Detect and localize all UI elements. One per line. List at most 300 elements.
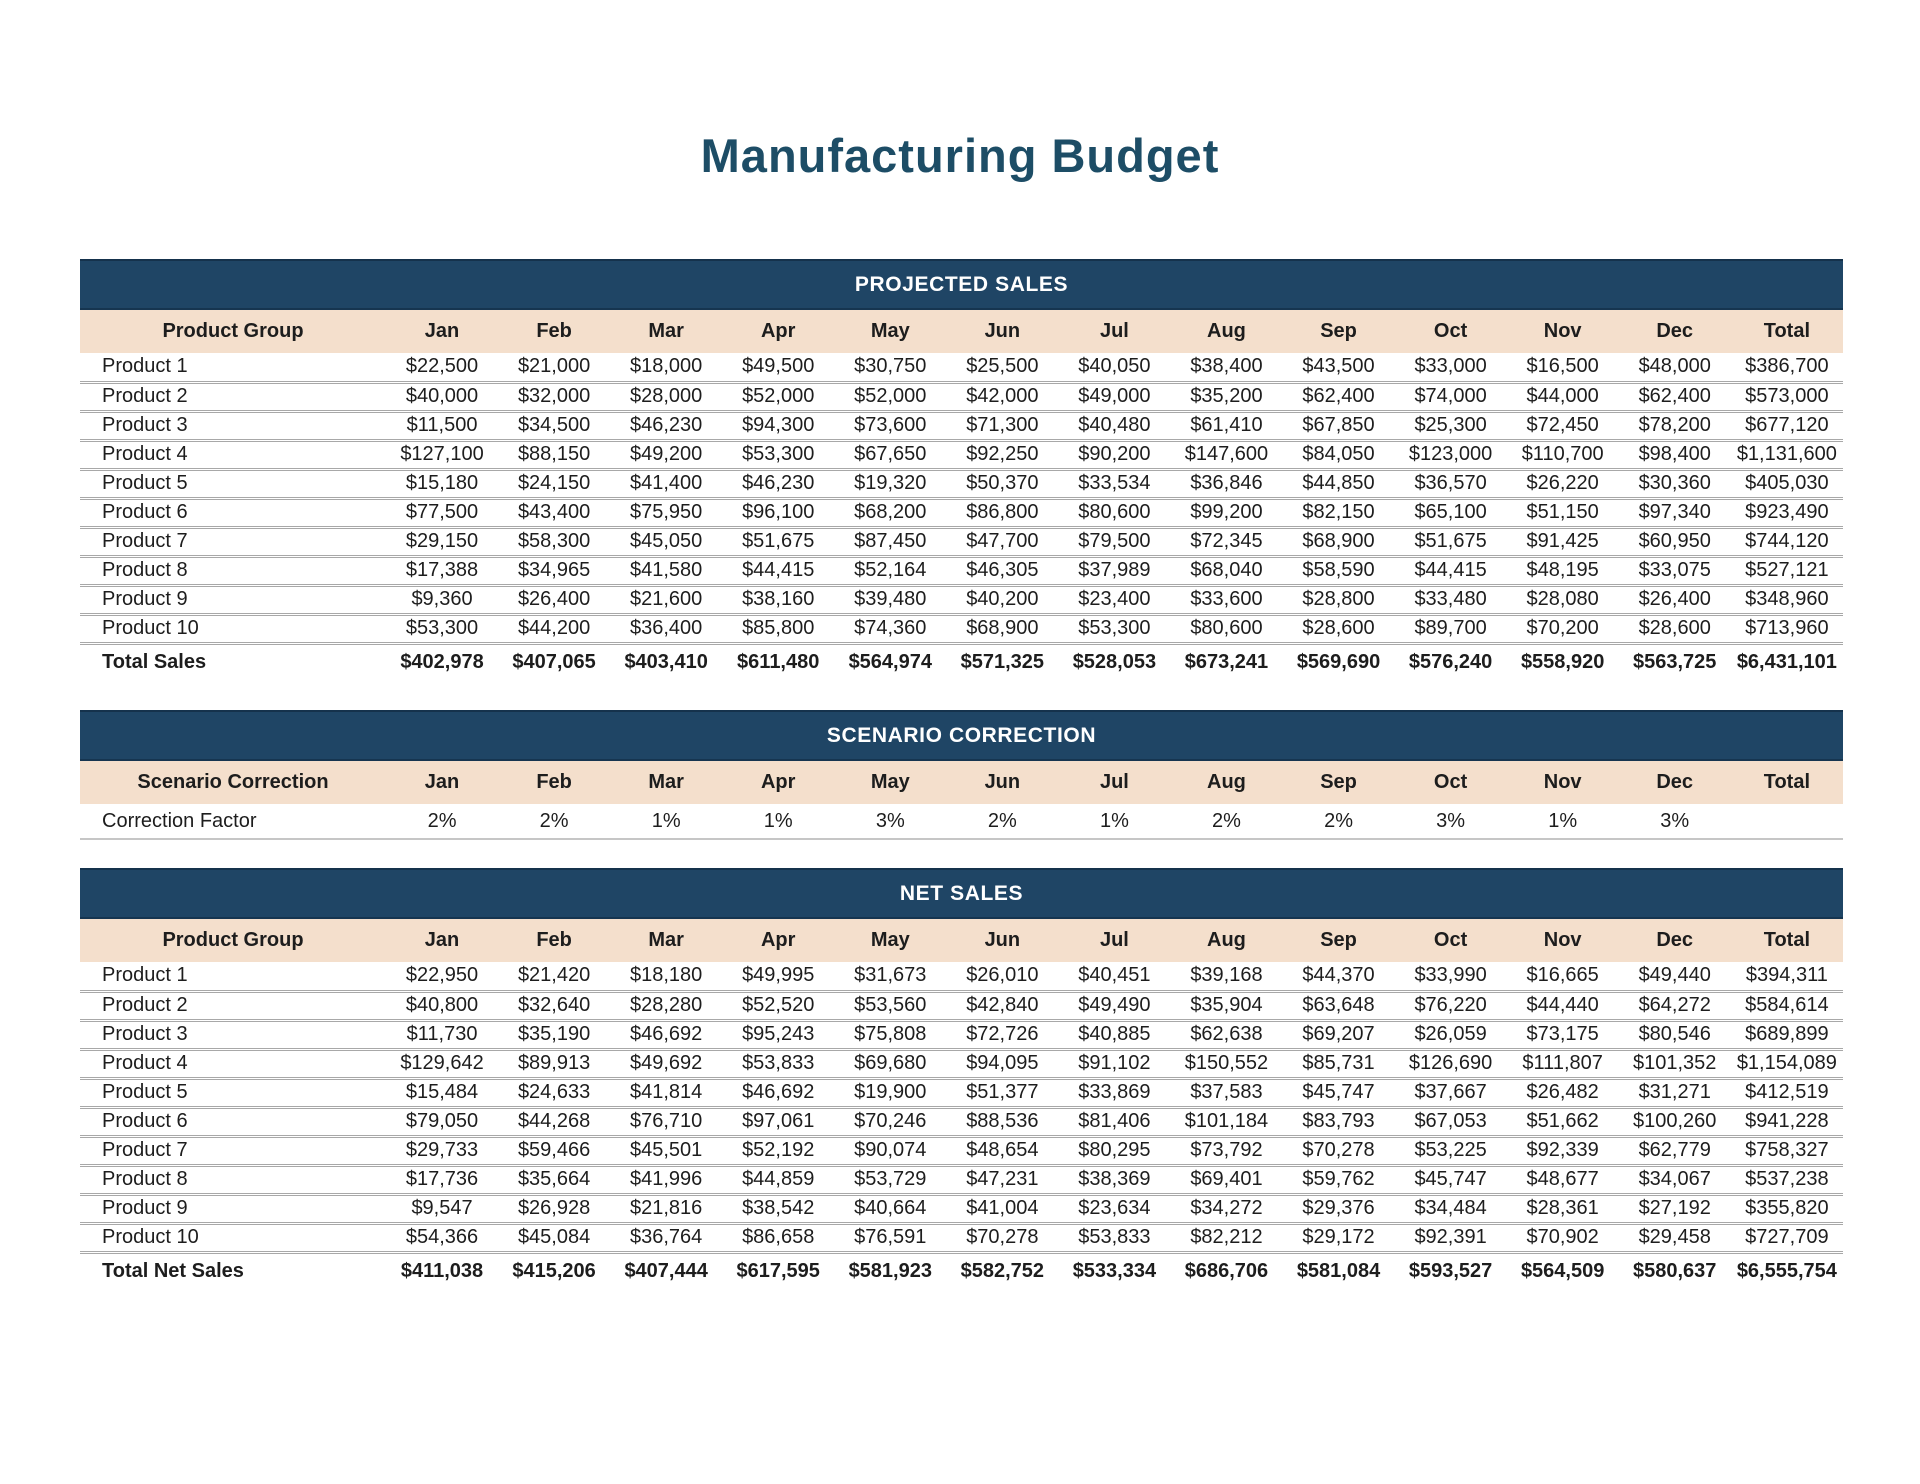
cell-may: $69,680 bbox=[834, 1049, 946, 1078]
cell-nov: $564,509 bbox=[1520, 1259, 1605, 1282]
column-header-total: Total bbox=[1731, 310, 1843, 353]
cell-feb: $21,000 bbox=[498, 353, 610, 382]
cell-jan: $15,484 bbox=[386, 1078, 498, 1107]
cell-jan: $29,733 bbox=[386, 1136, 498, 1165]
cell-feb: $24,633 bbox=[498, 1078, 610, 1107]
cell-mar: $49,200 bbox=[610, 440, 722, 469]
cell-nov: $44,000 bbox=[1507, 382, 1619, 411]
cell-jul: $80,295 bbox=[1058, 1136, 1170, 1165]
column-header-jul: Jul bbox=[1058, 761, 1170, 804]
cell-oct: $126,690 bbox=[1395, 1049, 1507, 1078]
row-label-product-4: Product 4 bbox=[80, 1049, 386, 1078]
cell-apr: $94,300 bbox=[722, 411, 834, 440]
cell-sep: $83,793 bbox=[1283, 1107, 1395, 1136]
cell-aug: $35,200 bbox=[1170, 382, 1282, 411]
cell-aug: $38,400 bbox=[1170, 353, 1282, 382]
cell-total: $923,490 bbox=[1731, 498, 1843, 527]
cell-total: $537,238 bbox=[1731, 1165, 1843, 1194]
cell-total: $412,519 bbox=[1731, 1078, 1843, 1107]
column-header-mar: Mar bbox=[610, 761, 722, 804]
cell-total: $1,131,600 bbox=[1731, 440, 1843, 469]
cell-apr: $95,243 bbox=[722, 1020, 834, 1049]
cell-total: $573,000 bbox=[1731, 382, 1843, 411]
cell-aug: 2% bbox=[1170, 804, 1282, 839]
column-header-row bbox=[80, 919, 1843, 962]
cell-sep: $45,747 bbox=[1283, 1078, 1395, 1107]
cell-mar: $41,996 bbox=[610, 1165, 722, 1194]
cell-oct: $44,415 bbox=[1395, 556, 1507, 585]
cell-nov: 1% bbox=[1507, 804, 1619, 839]
cell-apr: $52,192 bbox=[722, 1136, 834, 1165]
cell-apr: $53,300 bbox=[722, 440, 834, 469]
row-label-product-10: Product 10 bbox=[80, 1223, 386, 1252]
column-header-oct: Oct bbox=[1395, 761, 1507, 804]
cell-dec: $100,260 bbox=[1619, 1107, 1731, 1136]
cell-dec: $563,725 bbox=[1633, 650, 1717, 673]
cell-oct: $37,667 bbox=[1395, 1078, 1507, 1107]
row-label-product-5: Product 5 bbox=[80, 469, 386, 498]
column-header-aug: Aug bbox=[1170, 310, 1282, 353]
row-label-product-2: Product 2 bbox=[80, 382, 386, 411]
cell-feb: $407,065 bbox=[512, 650, 596, 673]
cell-sep: $63,648 bbox=[1283, 991, 1395, 1020]
cell-mar: $49,692 bbox=[610, 1049, 722, 1078]
net-sales-section bbox=[80, 868, 1843, 1289]
cell-jul: $40,885 bbox=[1058, 1020, 1170, 1049]
cell-may: $90,074 bbox=[834, 1136, 946, 1165]
cell-sep: $68,900 bbox=[1283, 527, 1395, 556]
cell-jul: $528,053 bbox=[1072, 650, 1157, 673]
cell-mar: $21,600 bbox=[610, 585, 722, 614]
row-label-product-8: Product 8 bbox=[80, 556, 386, 585]
row-label-total-net-sales: Total Net Sales bbox=[102, 1259, 244, 1282]
cell-jan: $15,180 bbox=[386, 469, 498, 498]
cell-total: $527,121 bbox=[1731, 556, 1843, 585]
cell-nov: $91,425 bbox=[1507, 527, 1619, 556]
cell-jun: $47,700 bbox=[946, 527, 1058, 556]
cell-aug: $33,600 bbox=[1170, 585, 1282, 614]
cell-jan: $29,150 bbox=[386, 527, 498, 556]
cell-nov: $26,482 bbox=[1507, 1078, 1619, 1107]
page-title: Manufacturing Budget bbox=[700, 129, 1220, 182]
cell-aug: $35,904 bbox=[1170, 991, 1282, 1020]
cell-jul: $53,300 bbox=[1058, 614, 1170, 643]
cell-sep: $84,050 bbox=[1283, 440, 1395, 469]
cell-may: $76,591 bbox=[834, 1223, 946, 1252]
column-header-may: May bbox=[834, 761, 946, 804]
cell-dec: $97,340 bbox=[1619, 498, 1731, 527]
cell-mar: $403,410 bbox=[624, 650, 708, 673]
table-row bbox=[80, 469, 1843, 498]
cell-aug: $39,168 bbox=[1170, 962, 1282, 991]
cell-total: $386,700 bbox=[1731, 353, 1843, 382]
column-header-apr: Apr bbox=[722, 919, 834, 962]
cell-feb: $26,400 bbox=[498, 585, 610, 614]
cell-apr: $96,100 bbox=[722, 498, 834, 527]
column-header-mar: Mar bbox=[610, 310, 722, 353]
cell-sep: $43,500 bbox=[1283, 353, 1395, 382]
cell-nov: $48,677 bbox=[1507, 1165, 1619, 1194]
cell-jun: $48,654 bbox=[946, 1136, 1058, 1165]
cell-total: $6,555,754 bbox=[1736, 1259, 1837, 1282]
row-label-product-2: Product 2 bbox=[80, 991, 386, 1020]
cell-nov: $28,361 bbox=[1507, 1194, 1619, 1223]
cell-mar: 1% bbox=[610, 804, 722, 839]
table-row bbox=[80, 1165, 1843, 1194]
cell-nov: $110,700 bbox=[1507, 440, 1619, 469]
cell-sep: $69,207 bbox=[1283, 1020, 1395, 1049]
row-label-product-4: Product 4 bbox=[80, 440, 386, 469]
cell-feb: $44,268 bbox=[498, 1107, 610, 1136]
cell-feb: $35,664 bbox=[498, 1165, 610, 1194]
cell-apr: $617,595 bbox=[736, 1259, 820, 1282]
cell-may: $19,320 bbox=[834, 469, 946, 498]
column-header-mar: Mar bbox=[610, 919, 722, 962]
total-row bbox=[80, 643, 1843, 680]
row-label-product-10: Product 10 bbox=[80, 614, 386, 643]
cell-total: $713,960 bbox=[1731, 614, 1843, 643]
cell-jan: $411,038 bbox=[400, 1259, 484, 1282]
cell-oct: $53,225 bbox=[1395, 1136, 1507, 1165]
cell-nov: $73,175 bbox=[1507, 1020, 1619, 1049]
cell-mar: $36,400 bbox=[610, 614, 722, 643]
projected-sales-header: PROJECTED SALES bbox=[80, 259, 1843, 310]
cell-mar: $45,050 bbox=[610, 527, 722, 556]
cell-may: $87,450 bbox=[834, 527, 946, 556]
row-label-product-3: Product 3 bbox=[80, 411, 386, 440]
cell-may: $70,246 bbox=[834, 1107, 946, 1136]
cell-total: $355,820 bbox=[1731, 1194, 1843, 1223]
cell-dec: $80,546 bbox=[1619, 1020, 1731, 1049]
cell-dec: 3% bbox=[1619, 804, 1731, 839]
cell-sep: $82,150 bbox=[1283, 498, 1395, 527]
scenario-correction-table bbox=[80, 761, 1843, 840]
cell-dec: $49,440 bbox=[1619, 962, 1731, 991]
cell-may: $67,650 bbox=[834, 440, 946, 469]
cell-nov: $51,150 bbox=[1507, 498, 1619, 527]
cell-sep: $70,278 bbox=[1283, 1136, 1395, 1165]
cell-jun: $42,840 bbox=[946, 991, 1058, 1020]
row-label-product-5: Product 5 bbox=[80, 1078, 386, 1107]
cell-sep: $581,084 bbox=[1296, 1259, 1381, 1282]
cell-dec: $101,352 bbox=[1619, 1049, 1731, 1078]
column-header-dec: Dec bbox=[1619, 919, 1731, 962]
cell-oct: $33,000 bbox=[1395, 353, 1507, 382]
column-header-oct: Oct bbox=[1395, 310, 1507, 353]
cell-nov: $26,220 bbox=[1507, 469, 1619, 498]
cell-jun: $94,095 bbox=[946, 1049, 1058, 1078]
cell-jan: $11,730 bbox=[386, 1020, 498, 1049]
cell-apr: $46,230 bbox=[722, 469, 834, 498]
column-header-jun: Jun bbox=[946, 310, 1058, 353]
cell-may: $74,360 bbox=[834, 614, 946, 643]
cell-jan: $129,642 bbox=[386, 1049, 498, 1078]
cell-may: $564,974 bbox=[848, 650, 932, 673]
cell-oct: $34,484 bbox=[1395, 1194, 1507, 1223]
cell-may: $581,923 bbox=[848, 1259, 932, 1282]
cell-dec: $27,192 bbox=[1619, 1194, 1731, 1223]
cell-apr: $97,061 bbox=[722, 1107, 834, 1136]
row-label-product-1: Product 1 bbox=[80, 962, 386, 991]
table-row bbox=[80, 614, 1843, 643]
cell-dec: $62,400 bbox=[1619, 382, 1731, 411]
cell-jun: $40,200 bbox=[946, 585, 1058, 614]
cell-feb: $34,965 bbox=[498, 556, 610, 585]
row-label-total-sales: Total Sales bbox=[102, 650, 207, 673]
cell-dec: $48,000 bbox=[1619, 353, 1731, 382]
cell-jul: $40,480 bbox=[1058, 411, 1170, 440]
cell-jan: $22,500 bbox=[386, 353, 498, 382]
column-header-aug: Aug bbox=[1170, 919, 1282, 962]
table-row bbox=[80, 1049, 1843, 1078]
cell-jan: $402,978 bbox=[400, 650, 484, 673]
cell-jan: $40,000 bbox=[386, 382, 498, 411]
table-row bbox=[80, 1078, 1843, 1107]
cell-total: $758,327 bbox=[1731, 1136, 1843, 1165]
cell-jun: $42,000 bbox=[946, 382, 1058, 411]
cell-nov: $111,807 bbox=[1507, 1049, 1619, 1078]
cell-oct: $89,700 bbox=[1395, 614, 1507, 643]
cell-aug: $61,410 bbox=[1170, 411, 1282, 440]
cell-aug: $68,040 bbox=[1170, 556, 1282, 585]
cell-oct: $92,391 bbox=[1395, 1223, 1507, 1252]
row-label-product-7: Product 7 bbox=[80, 527, 386, 556]
column-header-apr: Apr bbox=[722, 761, 834, 804]
table-row bbox=[80, 1020, 1843, 1049]
cell-mar: $21,816 bbox=[610, 1194, 722, 1223]
cell-feb: $24,150 bbox=[498, 469, 610, 498]
cell-may: $31,673 bbox=[834, 962, 946, 991]
cell-aug: $101,184 bbox=[1170, 1107, 1282, 1136]
cell-aug: $73,792 bbox=[1170, 1136, 1282, 1165]
table-row bbox=[80, 991, 1843, 1020]
cell-jul: $49,000 bbox=[1058, 382, 1170, 411]
cell-aug: $80,600 bbox=[1170, 614, 1282, 643]
cell-feb: $35,190 bbox=[498, 1020, 610, 1049]
cell-oct: $76,220 bbox=[1395, 991, 1507, 1020]
cell-sep: $569,690 bbox=[1296, 650, 1381, 673]
column-header-jun: Jun bbox=[946, 761, 1058, 804]
cell-apr: $51,675 bbox=[722, 527, 834, 556]
cell-apr: $86,658 bbox=[722, 1223, 834, 1252]
cell-nov: $16,665 bbox=[1507, 962, 1619, 991]
cell-jul: $40,050 bbox=[1058, 353, 1170, 382]
cell-mar: $41,580 bbox=[610, 556, 722, 585]
cell-jan: 2% bbox=[386, 804, 498, 839]
cell-mar: $18,000 bbox=[610, 353, 722, 382]
cell-oct: 3% bbox=[1395, 804, 1507, 839]
cell-jul: $53,833 bbox=[1058, 1223, 1170, 1252]
cell-jul: $91,102 bbox=[1058, 1049, 1170, 1078]
table-row bbox=[80, 498, 1843, 527]
cell-total: $348,960 bbox=[1731, 585, 1843, 614]
cell-may: $52,164 bbox=[834, 556, 946, 585]
column-header-total: Total bbox=[1731, 761, 1843, 804]
cell-aug: $37,583 bbox=[1170, 1078, 1282, 1107]
cell-jan: $127,100 bbox=[386, 440, 498, 469]
cell-total: $727,709 bbox=[1731, 1223, 1843, 1252]
net-sales-table bbox=[80, 919, 1843, 1289]
cell-dec: $29,458 bbox=[1619, 1223, 1731, 1252]
cell-jun: $70,278 bbox=[946, 1223, 1058, 1252]
column-header-may: May bbox=[834, 310, 946, 353]
cell-feb: $43,400 bbox=[498, 498, 610, 527]
projected-sales-section bbox=[80, 259, 1843, 680]
cell-jun: $72,726 bbox=[946, 1020, 1058, 1049]
row-label-product-9: Product 9 bbox=[80, 1194, 386, 1223]
cell-aug: $34,272 bbox=[1170, 1194, 1282, 1223]
cell-sep: $29,172 bbox=[1283, 1223, 1395, 1252]
scenario-correction-section bbox=[80, 710, 1843, 840]
cell-mar: $75,950 bbox=[610, 498, 722, 527]
cell-apr: $44,415 bbox=[722, 556, 834, 585]
cell-sep: $62,400 bbox=[1283, 382, 1395, 411]
cell-dec: $28,600 bbox=[1619, 614, 1731, 643]
column-header-dec: Dec bbox=[1619, 310, 1731, 353]
cell-jul: $79,500 bbox=[1058, 527, 1170, 556]
cell-feb: $415,206 bbox=[512, 1259, 596, 1282]
cell-nov: $92,339 bbox=[1507, 1136, 1619, 1165]
total-row bbox=[80, 1252, 1843, 1289]
cell-may: $53,560 bbox=[834, 991, 946, 1020]
cell-total: $744,120 bbox=[1731, 527, 1843, 556]
cell-aug: $150,552 bbox=[1170, 1049, 1282, 1078]
cell-feb: $44,200 bbox=[498, 614, 610, 643]
cell-aug: $82,212 bbox=[1170, 1223, 1282, 1252]
cell-jun: $41,004 bbox=[946, 1194, 1058, 1223]
cell-jan: $77,500 bbox=[386, 498, 498, 527]
cell-feb: $32,000 bbox=[498, 382, 610, 411]
cell-jul: $33,869 bbox=[1058, 1078, 1170, 1107]
cell-jul: $49,490 bbox=[1058, 991, 1170, 1020]
cell-total: $677,120 bbox=[1731, 411, 1843, 440]
column-header-dec: Dec bbox=[1619, 761, 1731, 804]
cell-feb: $32,640 bbox=[498, 991, 610, 1020]
cell-jan: $22,950 bbox=[386, 962, 498, 991]
cell-mar: $46,230 bbox=[610, 411, 722, 440]
cell-dec: $30,360 bbox=[1619, 469, 1731, 498]
cell-jan: $53,300 bbox=[386, 614, 498, 643]
cell-aug: $62,638 bbox=[1170, 1020, 1282, 1049]
row-label-product-6: Product 6 bbox=[80, 1107, 386, 1136]
projected-sales-table bbox=[80, 310, 1843, 680]
cell-may: $52,000 bbox=[834, 382, 946, 411]
cell-aug: $69,401 bbox=[1170, 1165, 1282, 1194]
cell-oct: $36,570 bbox=[1395, 469, 1507, 498]
cell-nov: $72,450 bbox=[1507, 411, 1619, 440]
row-label-product-6: Product 6 bbox=[80, 498, 386, 527]
cell-feb: 2% bbox=[498, 804, 610, 839]
cell-jun: $68,900 bbox=[946, 614, 1058, 643]
row-label-product-1: Product 1 bbox=[80, 353, 386, 382]
table-row bbox=[80, 411, 1843, 440]
cell-jun: $25,500 bbox=[946, 353, 1058, 382]
cell-jul: $40,451 bbox=[1058, 962, 1170, 991]
cell-sep: $59,762 bbox=[1283, 1165, 1395, 1194]
cell-total: $941,228 bbox=[1731, 1107, 1843, 1136]
cell-nov: $48,195 bbox=[1507, 556, 1619, 585]
cell-may: 3% bbox=[834, 804, 946, 839]
row-label-product-9: Product 9 bbox=[80, 585, 386, 614]
table-row bbox=[80, 1136, 1843, 1165]
column-header-aug: Aug bbox=[1170, 761, 1282, 804]
cell-feb: $88,150 bbox=[498, 440, 610, 469]
cell-jan: $40,800 bbox=[386, 991, 498, 1020]
cell-sep: $85,731 bbox=[1283, 1049, 1395, 1078]
cell-jul: $23,634 bbox=[1058, 1194, 1170, 1223]
cell-jan: $54,366 bbox=[386, 1223, 498, 1252]
cell-apr: $85,800 bbox=[722, 614, 834, 643]
column-header-jan: Jan bbox=[386, 761, 498, 804]
row-label-product-8: Product 8 bbox=[80, 1165, 386, 1194]
cell-jun: $26,010 bbox=[946, 962, 1058, 991]
cell-aug: $686,706 bbox=[1184, 1259, 1269, 1282]
cell-jul: $37,989 bbox=[1058, 556, 1170, 585]
cell-total: $405,030 bbox=[1731, 469, 1843, 498]
cell-nov: $16,500 bbox=[1507, 353, 1619, 382]
column-header-jul: Jul bbox=[1058, 919, 1170, 962]
column-header-sep: Sep bbox=[1283, 310, 1395, 353]
cell-total: $394,311 bbox=[1731, 962, 1843, 991]
column-header-sep: Sep bbox=[1283, 761, 1395, 804]
column-header-jun: Jun bbox=[946, 919, 1058, 962]
cell-feb: $45,084 bbox=[498, 1223, 610, 1252]
cell-total: $584,614 bbox=[1731, 991, 1843, 1020]
cell-oct: $576,240 bbox=[1408, 650, 1493, 673]
cell-dec: $33,075 bbox=[1619, 556, 1731, 585]
cell-jul: $81,406 bbox=[1058, 1107, 1170, 1136]
cell-sep: 2% bbox=[1283, 804, 1395, 839]
cell-dec: $34,067 bbox=[1619, 1165, 1731, 1194]
cell-feb: $59,466 bbox=[498, 1136, 610, 1165]
cell-jan: $9,360 bbox=[386, 585, 498, 614]
cell-may: $73,600 bbox=[834, 411, 946, 440]
cell-oct: $33,480 bbox=[1395, 585, 1507, 614]
cell-sep: $67,850 bbox=[1283, 411, 1395, 440]
column-header-nov: Nov bbox=[1507, 919, 1619, 962]
cell-jul: $80,600 bbox=[1058, 498, 1170, 527]
cell-apr: $44,859 bbox=[722, 1165, 834, 1194]
cell-feb: $58,300 bbox=[498, 527, 610, 556]
table-row bbox=[80, 527, 1843, 556]
cell-apr: $38,542 bbox=[722, 1194, 834, 1223]
cell-sep: $58,590 bbox=[1283, 556, 1395, 585]
cell-aug: $147,600 bbox=[1170, 440, 1282, 469]
cell-apr: $38,160 bbox=[722, 585, 834, 614]
column-header-feb: Feb bbox=[498, 310, 610, 353]
column-header-scenario-correction: Scenario Correction bbox=[80, 761, 386, 804]
cell-oct: $25,300 bbox=[1395, 411, 1507, 440]
cell-feb: $26,928 bbox=[498, 1194, 610, 1223]
cell-may: $53,729 bbox=[834, 1165, 946, 1194]
cell-jun: $88,536 bbox=[946, 1107, 1058, 1136]
column-header-jul: Jul bbox=[1058, 310, 1170, 353]
cell-oct: $67,053 bbox=[1395, 1107, 1507, 1136]
column-header-apr: Apr bbox=[722, 310, 834, 353]
cell-sep: $28,600 bbox=[1283, 614, 1395, 643]
cell-jun: $47,231 bbox=[946, 1165, 1058, 1194]
cell-mar: $36,764 bbox=[610, 1223, 722, 1252]
cell-total: $6,431,101 bbox=[1736, 650, 1837, 673]
cell-dec: $62,779 bbox=[1619, 1136, 1731, 1165]
column-header-row bbox=[80, 310, 1843, 353]
cell-nov: $70,902 bbox=[1507, 1223, 1619, 1252]
cell-jul: $90,200 bbox=[1058, 440, 1170, 469]
table-row bbox=[80, 1223, 1843, 1252]
table-row bbox=[80, 804, 1843, 839]
cell-aug: $36,846 bbox=[1170, 469, 1282, 498]
cell-may: $39,480 bbox=[834, 585, 946, 614]
